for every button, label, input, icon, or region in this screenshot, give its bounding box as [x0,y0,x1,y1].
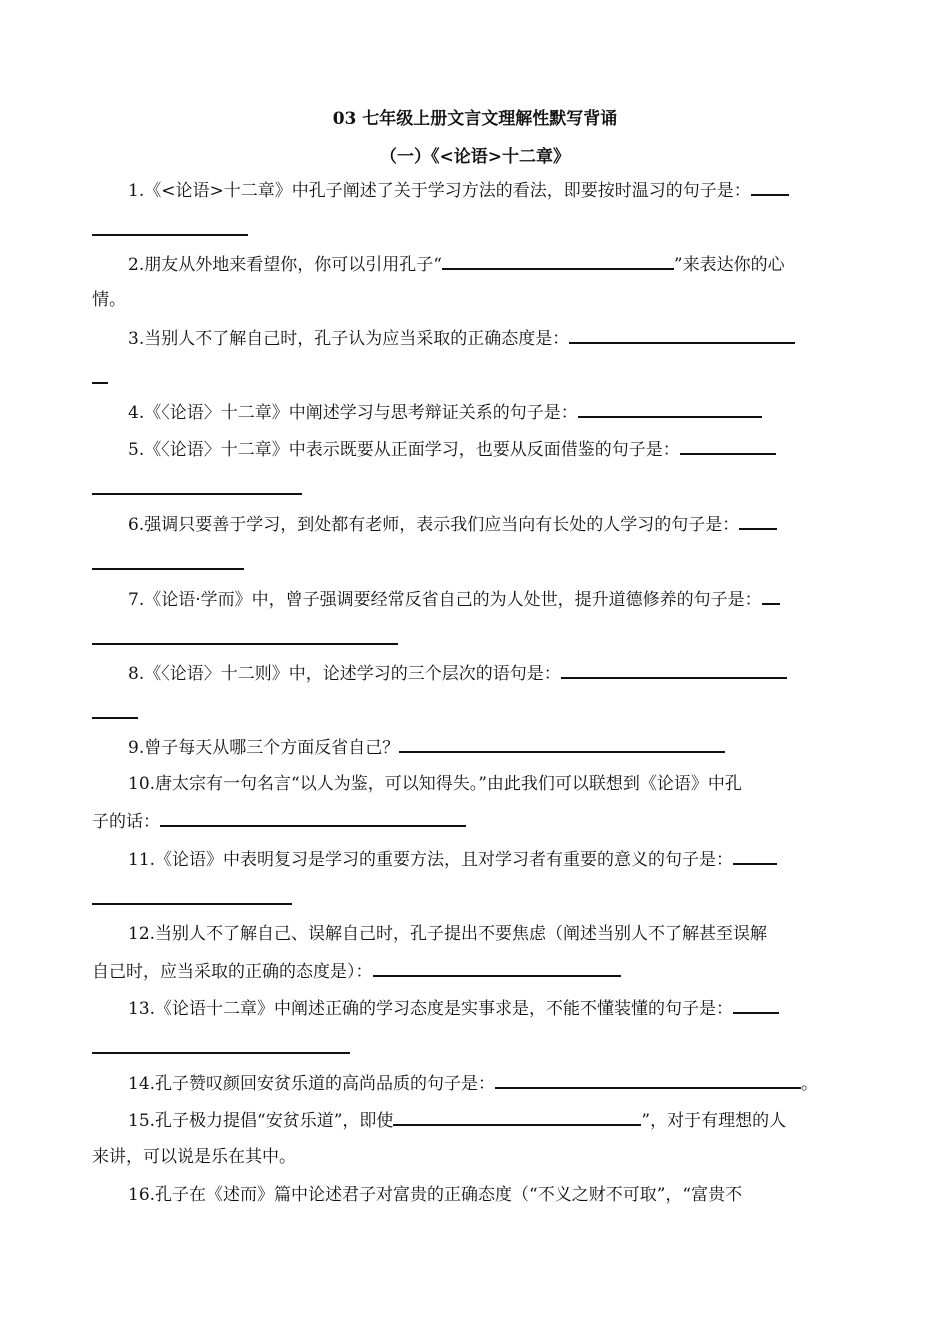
answer-blank[interactable] [92,1052,350,1054]
question-16: 16.孔子在《述而》篇中论述君子对富贵的正确态度（“不义之财不可取”，“富贵不 [128,1185,743,1205]
answer-blank[interactable] [569,326,795,344]
answer-blank[interactable] [92,643,398,645]
answer-blank[interactable] [561,661,787,679]
question-6: 6.强调只要善于学习，到处都有老师，表示我们应当向有长处的人学习的句子是： [128,512,862,538]
question-15-cont: 来讲，可以说是乐在其中。 [92,1147,296,1167]
question-9: 9.曾子每天从哪三个方面反省自己？ [128,735,862,761]
question-11: 11.《论语》中表明复习是学习的重要方法，且对学习者有重要的意义的句子是： [128,847,862,873]
question-8: 8.《〈论语〉十二则》中，论述学习的三个层次的语句是： [128,661,862,687]
question-2: 2.朋友从外地来看望你，你可以引用孔子“ ”来表达你的心 [128,252,862,278]
answer-blank[interactable] [762,587,780,605]
answer-blank[interactable] [92,717,138,719]
question-5: 5.《〈论语〉十二章》中表示既要从正面学习，也要从反面借鉴的句子是： [128,437,862,463]
answer-blank[interactable] [92,234,248,236]
question-12-cont: 自己时，应当采取的正确的态度是）： [92,959,862,985]
answer-blank[interactable] [373,959,621,977]
answer-blank[interactable] [733,996,779,1014]
answer-blank[interactable] [495,1071,801,1089]
question-3: 3.当别人不了解自己时，孔子认为应当采取的正确态度是： [128,326,862,352]
answer-blank[interactable] [680,437,776,455]
question-10: 10.唐太宗有一句名言“以人为鉴，可以知得失。”由此我们可以联想到《论语》中孔 [128,774,742,794]
answer-blank[interactable] [578,400,762,418]
question-10-cont: 子的话： [92,809,862,835]
question-2-cont: 情。 [92,290,126,310]
section-subtitle: （一）《<论语>十二章》 [380,147,570,167]
answer-blank[interactable] [92,493,302,495]
answer-blank[interactable] [92,903,292,905]
answer-blank[interactable] [733,847,777,865]
answer-blank[interactable] [399,735,725,753]
answer-blank[interactable] [92,382,108,384]
answer-blank[interactable] [739,512,777,530]
answer-blank[interactable] [393,1108,641,1126]
answer-blank[interactable] [92,568,244,570]
answer-blank[interactable] [160,809,466,827]
question-12: 12.当别人不了解自己、误解自己时，孔子提出不要焦虑（阐述当别人不了解甚至误解 [128,924,768,944]
question-1: 1.《<论语>十二章》中孔子阐述了关于学习方法的看法，即要按时温习的句子是： [128,178,862,204]
question-13: 13.《论语十二章》中阐述正确的学习态度是实事求是，不能不懂装懂的句子是： [128,996,862,1022]
answer-blank[interactable] [442,252,674,270]
page-title: 03 七年级上册文言文理解性默写背诵 [332,109,618,129]
answer-blank[interactable] [751,178,789,196]
question-7: 7.《论语·学而》中，曾子强调要经常反省自己的为人处世，提升道德修养的句子是： [128,587,862,613]
question-14: 14.孔子赞叹颜回安贫乐道的高尚品质的句子是： 。 [128,1071,862,1097]
question-4: 4.《〈论语〉十二章》中阐述学习与思考辩证关系的句子是： [128,400,862,426]
question-15: 15.孔子极力提倡“安贫乐道”，即使 ”，对于有理想的人 [128,1108,862,1134]
